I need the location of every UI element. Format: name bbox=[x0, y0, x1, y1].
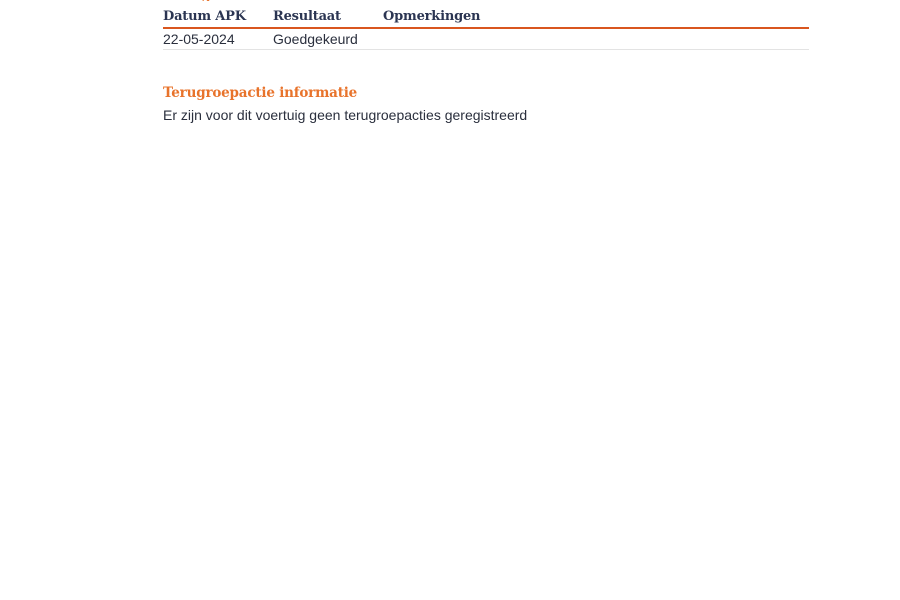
header-date: Datum APK bbox=[163, 9, 246, 24]
header-remarks: Opmerkingen bbox=[383, 9, 481, 24]
recall-section-title: Terugroepactie informatie bbox=[163, 85, 358, 101]
header-result: Resultaat bbox=[273, 9, 341, 24]
apk-history-heading bbox=[163, 0, 303, 1]
table-row bbox=[163, 29, 809, 50]
cell-result: Goedgekeurd bbox=[273, 31, 358, 47]
recall-section-text: Er zijn voor dit voertuig geen terugroepacties geregistreerd bbox=[163, 107, 528, 123]
apk-history-table bbox=[163, 6, 809, 50]
cell-date: 22-05-2024 bbox=[163, 31, 235, 47]
apk-table-header bbox=[163, 6, 809, 29]
